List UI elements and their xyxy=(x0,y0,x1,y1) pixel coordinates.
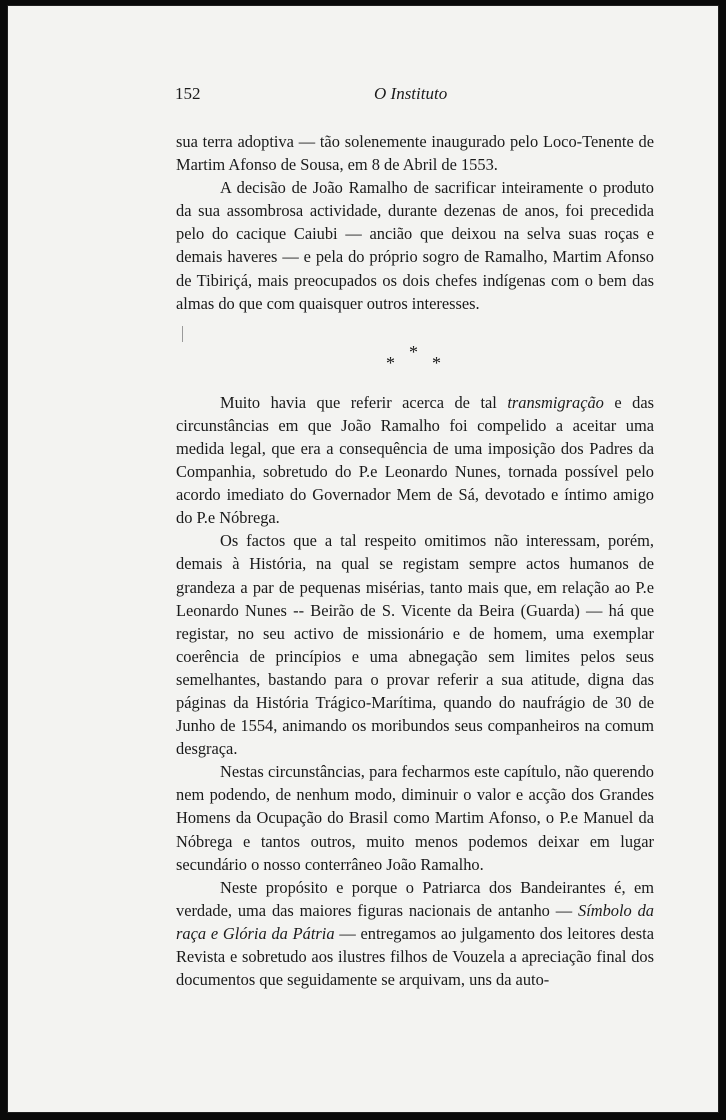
running-title: O Instituto xyxy=(374,84,448,103)
page-header xyxy=(8,84,718,108)
book-page xyxy=(8,6,718,1112)
text-segment: A decisão de João Ramalho de sacrificar inteiramente o produto da sua assombrosa actividade, durante dezenas de anos, foi precedida pelo do cacique Caiubi — ancião que deixou na selva suas roças e demais haveres — e pela do próprio sogro de Ramalho, Martim Afonso de Tibiriçá, mais preocupados os dois chefes indígenas com o bem das almas do que com quaisquer outros interesses. xyxy=(176,178,654,313)
text-segment: Nestas circunstâncias, para fecharmos este capítulo, não querendo nem podendo, de nenhum modo, diminuir o valor e acção dos Grandes Homens da Ocupação do Brasil como Martim Afonso, o P.e Manuel da Nóbrega e tantos outros, muito menos podemos deixar em lugar secundário o nosso conterrâneo João Ramalho. xyxy=(176,762,654,874)
asterisk: * xyxy=(386,352,395,373)
italic-motto: Símbolo da raça e Glória da Pátria xyxy=(176,900,654,943)
asterisk: * xyxy=(409,341,418,362)
page-number: 152 xyxy=(175,84,201,103)
text-segment: sua terra adoptiva — tão solenemente inaugurado pelo Loco-Tenente de Martim Afonso de Sousa, em 8 de Abril de 1553. xyxy=(176,132,654,175)
text-segment: Os factos que a tal respeito omitimos não interessam, porém, demais à História, na qual se registam sempre actos humanos de grandeza a par de pequenas misérias, tanto mais que, em relação ao P.e Leonardo Nunes -- Beirão de S. Vicente da Beira (Guarda) — há que registar, no seu activo de missionário e de homem, uma exemplar coerência de princípios e uma abnegação sem limites pelos seus semelhantes, bastando para o provar referir a sua atitude, digna das páginas da História Trágico-Marítima, quando do naufrágio de 30 de Junho de 1554, animando os moribundos seus companheiros na comum desgraça. xyxy=(176,531,654,759)
paragraph xyxy=(176,529,654,760)
text-segment: — entregamos ao julgamento dos leitores desta Revista e sobretudo aos ilustres filhos de Vouzela a apreciação final dos documentos que seguidamente se arquivam, uns da auto- xyxy=(176,923,655,990)
asterisk: * xyxy=(432,352,441,373)
paragraph xyxy=(176,176,654,315)
italic-term: transmigração xyxy=(507,392,604,412)
paragraph xyxy=(176,391,654,530)
text-segment: Muito havia que referir acerca de tal xyxy=(220,392,508,412)
text-segment: e das circunstâncias em que João Ramalho foi compelido a aceitar uma medida legal, que era a consequência de uma imposição dos Padres da Companhia, sobretudo do P.e Leonardo Nunes, tornada possível pelo acordo imediato do Governador Mem de Sá, devotado e íntimo amigo do P.e Nóbrega. xyxy=(176,392,654,528)
paragraph xyxy=(176,876,654,991)
paragraph xyxy=(176,760,654,875)
text-segment: Neste propósito e porque o Patriarca dos Bandeirantes é, em verdade, uma das maiores figuras nacionais de antanho — xyxy=(176,877,654,920)
body-text xyxy=(176,130,654,991)
asterism-section-break xyxy=(176,315,654,391)
paragraph-continuation xyxy=(176,130,654,176)
